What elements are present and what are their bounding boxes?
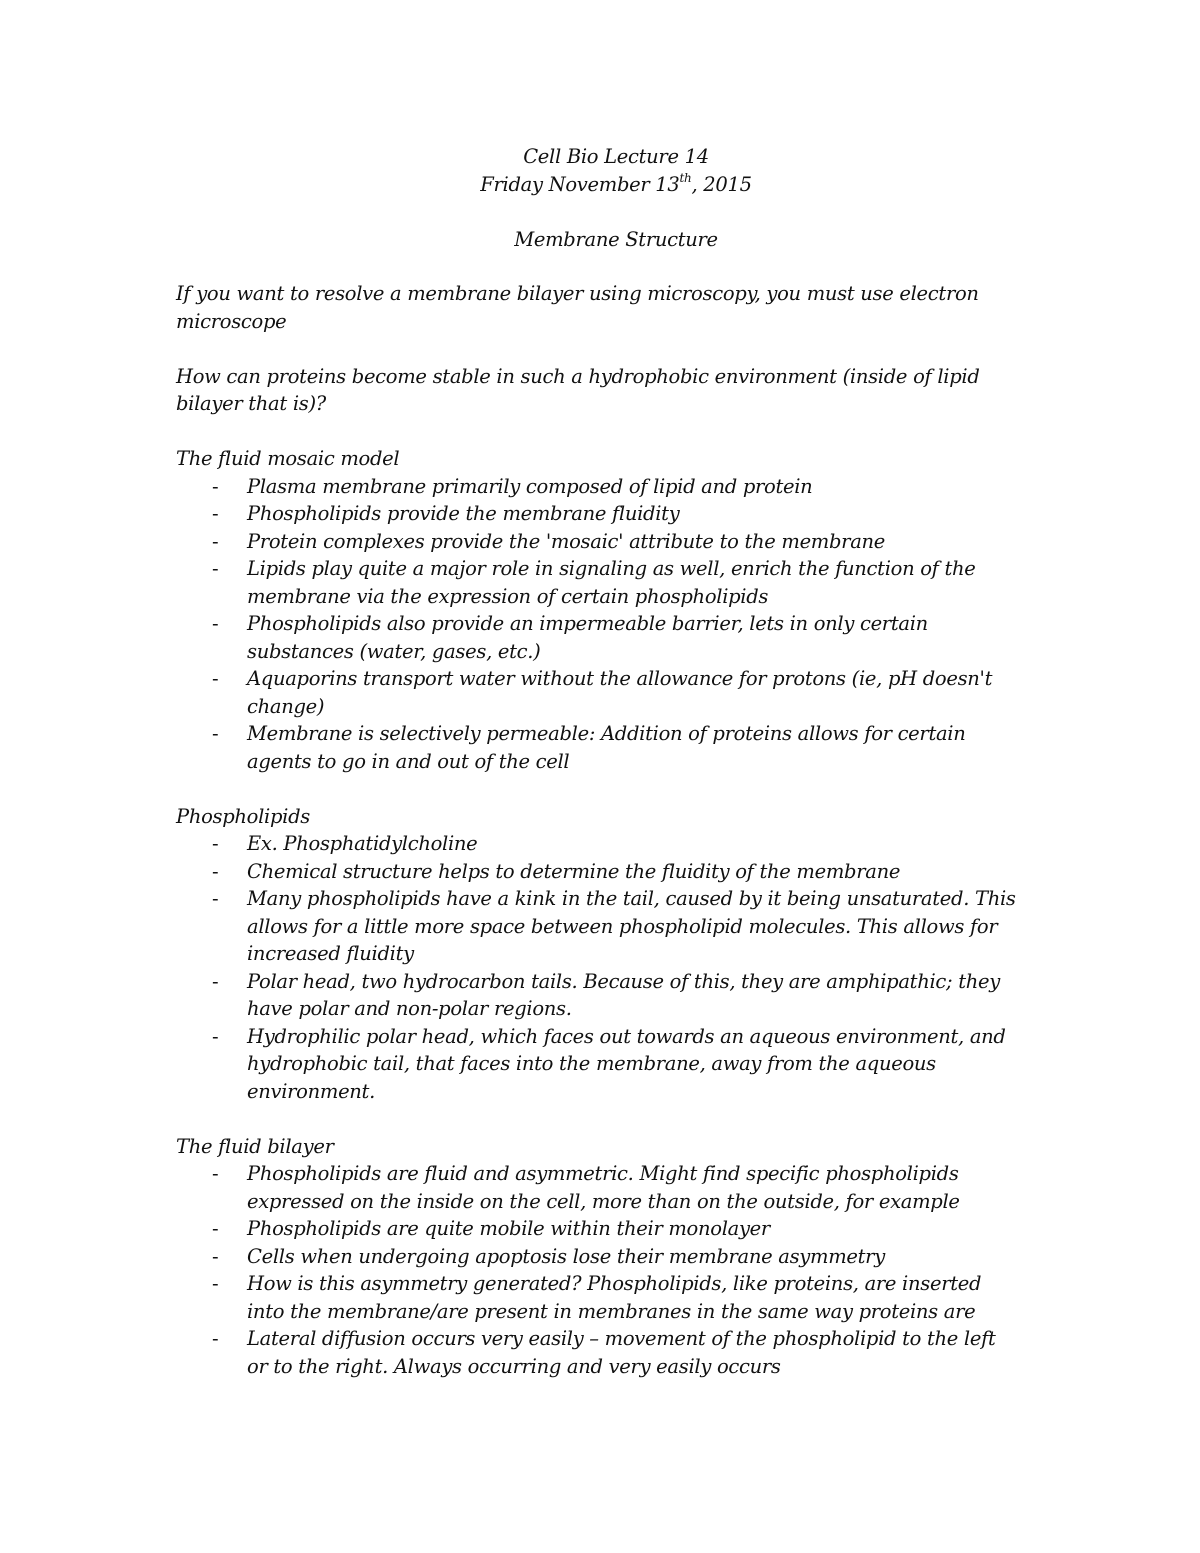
lecture-topic: Membrane Structure [514,227,718,251]
list-item: - Ex. Phosphatidylcholine [176,830,1016,858]
date-year: , 2015 [691,172,752,196]
section-title-phospholipids: Phospholipids [176,804,310,828]
lecture-title: Cell Bio Lecture 14 [523,145,709,168]
lecture-date [0,171,1200,199]
document-body [176,280,1016,1408]
list-item: - Many phospholipids have a kink in the tail, caused by it being unsaturated. This allows for a little more space between phospholipid molecules. This allows for increased fluidity [176,885,1016,968]
list-item: - Cells when undergoing apoptosis lose their membrane asymmetry [176,1243,1016,1271]
date-ordinal: th [679,171,692,185]
section-title-fluid-mosaic: The fluid mosaic model [176,447,400,470]
date-text: Friday November 13 [480,172,680,196]
header-spacer [0,198,1200,226]
list-item: - Phospholipids also provide an impermeable barrier, lets in only certain substances (water, gases, etc.) [176,610,1016,665]
list-item: - Polar head, two hydrocarbon tails. Because of this, they are amphipathic; they have polar and non-polar regions. [176,968,1016,1023]
paragraph-protein-stability: How can proteins become stable in such a hydrophobic environment (inside of lipid bilayer that is)? [176,364,980,415]
section-title-fluid-bilayer: The fluid bilayer [176,1134,334,1158]
bullet-list-fluid-mosaic [176,473,1016,776]
document-header [0,143,1200,253]
bullet-list-phospholipids [176,830,1016,1105]
list-item: - Phospholipids are fluid and asymmetric. Might find specific phospholipids expressed on the inside on the cell, more than on the outside, for example [176,1160,1016,1215]
bullet-list-fluid-bilayer [176,1160,1016,1380]
list-item: - Phospholipids are quite mobile within their monolayer [176,1215,1016,1243]
list-item: - Lipids play quite a major role in signaling as well, enrich the function of the membrane via the expression of certain phospholipids [176,555,1016,610]
list-item: - How is this asymmetry generated? Phospholipids, like proteins, are inserted into the membrane/are present in membranes in the same way proteins are [176,1270,1016,1325]
list-item: - Protein complexes provide the 'mosaic' attribute to the membrane [176,528,1016,556]
list-item: - Aquaporins transport water without the allowance for protons (ie, pH doesn't change) [176,665,1016,720]
list-item: - Phospholipids provide the membrane fluidity [176,500,1016,528]
paragraph-microscopy: If you want to resolve a membrane bilayer using microscopy, you must use electron microscope [176,282,979,333]
list-item: - Plasma membrane primarily composed of lipid and protein [176,473,1016,501]
list-item: - Lateral diffusion occurs very easily – movement of the phospholipid to the left or to the right. Always occurring and very easily occurs [176,1325,1016,1380]
list-item: - Hydrophilic polar head, which faces out towards an aqueous environment, and hydrophobic tail, that faces into the membrane, away from the aqueous environment. [176,1023,1016,1106]
list-item: - Membrane is selectively permeable: Addition of proteins allows for certain agents to go in and out of the cell [176,720,1016,775]
list-item: - Chemical structure helps to determine the fluidity of the membrane [176,858,1016,886]
